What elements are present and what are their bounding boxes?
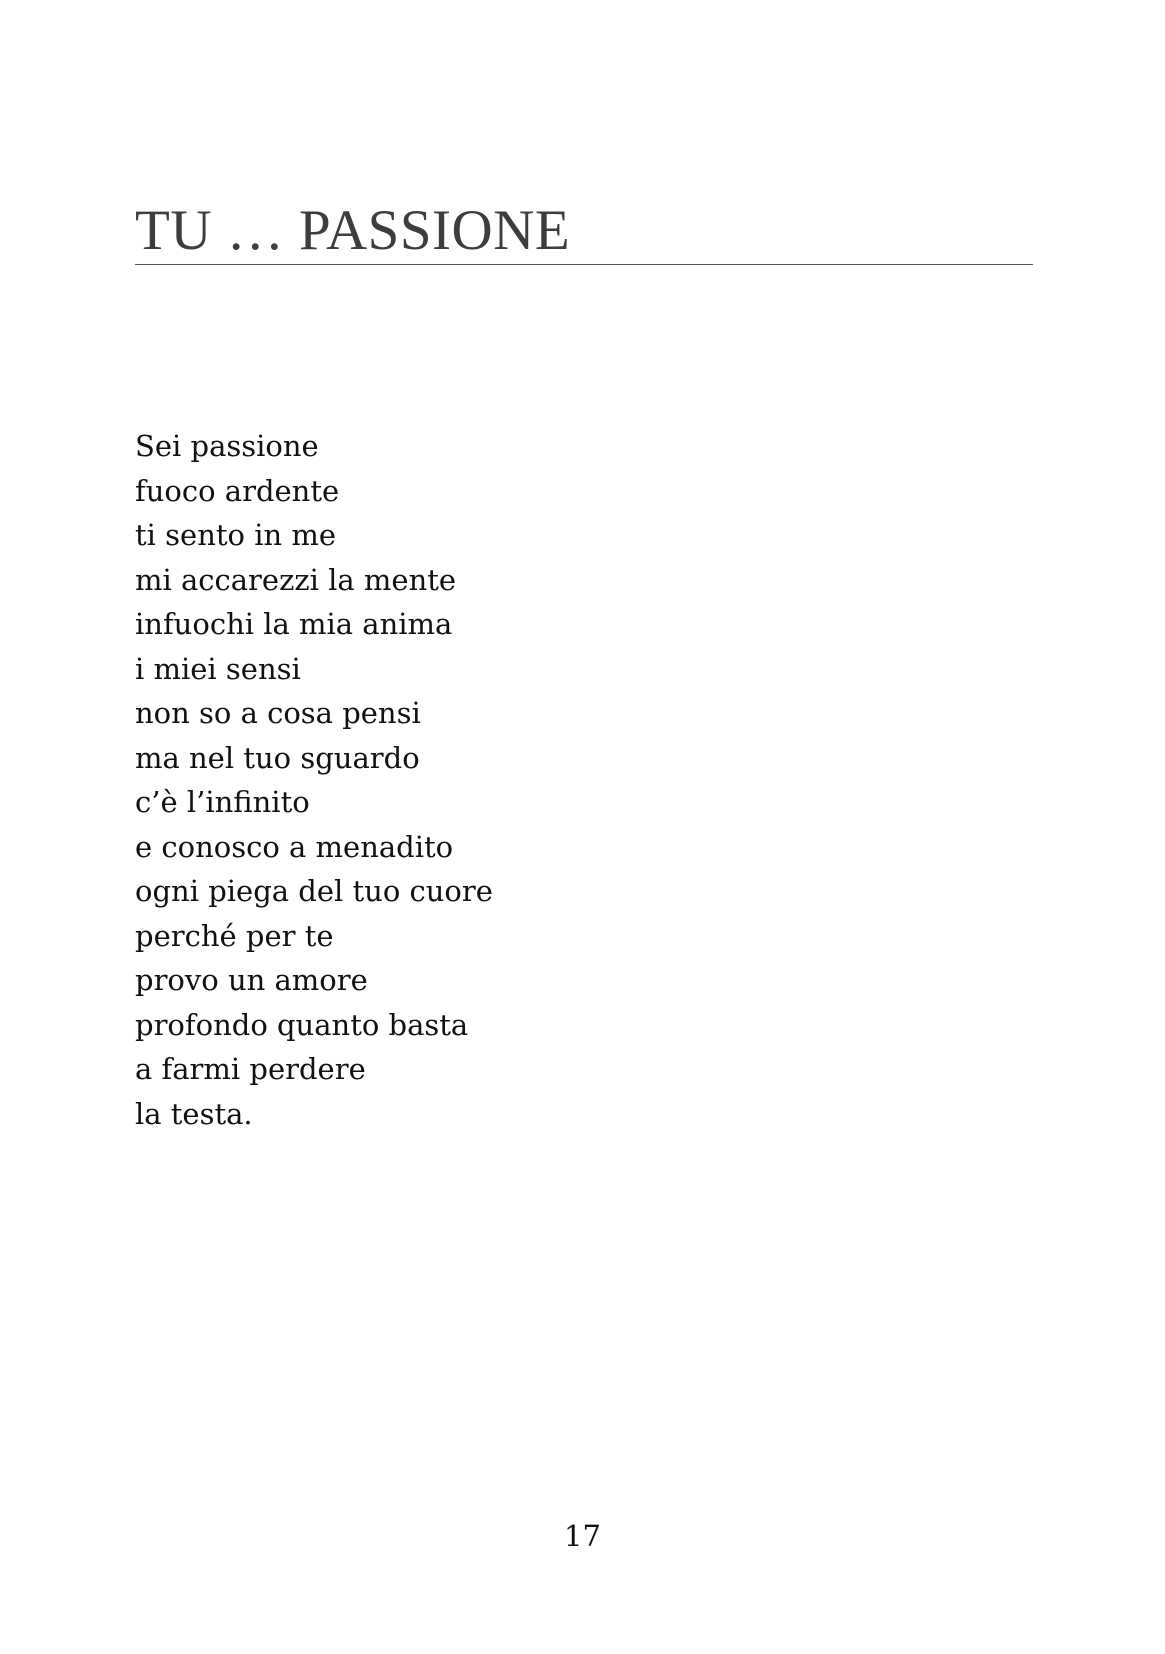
poem-line: infuochi la mia anima (135, 607, 453, 641)
poem-line: fuoco ardente (135, 473, 340, 508)
poem-line: ogni piega del tuo cuore (135, 874, 493, 908)
page-number: 17 (564, 1519, 601, 1553)
poem-line: mi accarezzi la mente (135, 562, 457, 597)
poem-line: provo un amore (135, 963, 368, 997)
poem-line: i miei sensi (135, 651, 301, 686)
poem-line: e conosco a menadito (135, 829, 454, 864)
poem-title: TU … PASSIONE (135, 199, 571, 262)
title-block (135, 199, 1033, 265)
poem-line: la testa. (135, 1096, 253, 1131)
poem-body (135, 424, 493, 1136)
poem-line: Sei passione (135, 429, 319, 463)
poem-line: ma nel tuo sguardo (135, 740, 420, 775)
poem-line: a farmi perdere (135, 1052, 366, 1086)
poem-line: perché per te (135, 918, 334, 953)
poem-line: non so a cosa pensi (135, 696, 421, 730)
poem-line: ti sento in me (135, 518, 337, 552)
poem-line: profondo quanto basta (135, 1007, 469, 1042)
poem-line: c’è l’infinito (135, 785, 310, 819)
